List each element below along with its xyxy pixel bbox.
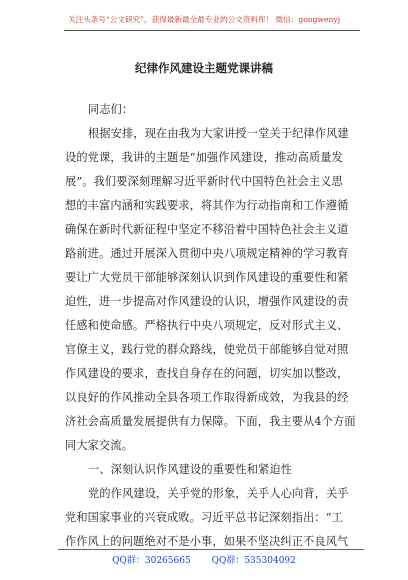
body-line: 要让广大党员干部能够深刻认识到作风建设的重要性和紧 (65, 271, 349, 284)
body-line: 确保在新时代新征程中坚定不移沿着中国特色社会主义道 (65, 223, 349, 236)
document-title: 纪律作风建设主题党课讲稿 (135, 61, 273, 75)
body-line: 迫性，进一步提高对作风建设的认识，增强作风建设的责 (65, 295, 349, 308)
footer-qq-group-1: QQ群：30265665 (112, 556, 191, 566)
body-line: 任感和使命感。严格执行中央八项规定，反对形式主义、 (65, 319, 349, 332)
footer (0, 555, 408, 567)
body-line: 济社会高质量发展提供有力保障。下面，我主要从4个方面 (65, 415, 356, 428)
header-banner: 关注头条号“公文研究”，获得最新最全最专业的公文资料库！ 微信：gongwenyj (67, 15, 341, 24)
body-line: 展”。我们要深刻理解习近平新时代中国特色社会主义思 (65, 175, 343, 188)
body-line: 党的作风建设，关乎党的形象，关乎人心向背，关乎 (88, 487, 349, 500)
body-line: 路前进。通过开展深入贯彻中央八项规定精神的学习教育 (65, 247, 349, 260)
body-line: 以良好的作风推动全县各项工作取得新成效，为我县的经 (65, 391, 349, 404)
footer-qq-group-2: QQ群：535304092 (211, 556, 296, 566)
footer-divider (58, 549, 364, 550)
body-line: 党和国家事业的兴衰成败。习近平总书记深刻指出：“工 (65, 511, 343, 524)
section-heading: 一、深刻认识作风建设的重要性和紧迫性 (88, 463, 293, 476)
body-line: 想的丰富内涵和实践要求，将其作为行动指南和工作遵循 (65, 199, 349, 212)
body-line: 作风建设的要求，查找自身存在的问题，切实加以整改， (65, 367, 349, 380)
body-line: 根据安排，现在由我为大家讲授一堂关于纪律作风建 (88, 127, 349, 140)
body-line: 同大家交流。 (65, 439, 134, 452)
body-line: 作作风上的问题绝对不是小事，如果不坚决纠正不良风气 (65, 535, 349, 548)
body-line: 官僚主义，践行党的群众路线，使党员干部能够自觉对照 (65, 343, 349, 356)
body-line: 设的党课，我讲的主题是“加强作风建设，推动高质量发 (65, 151, 343, 164)
header-divider (64, 30, 360, 31)
salutation: 同志们： (88, 103, 134, 116)
